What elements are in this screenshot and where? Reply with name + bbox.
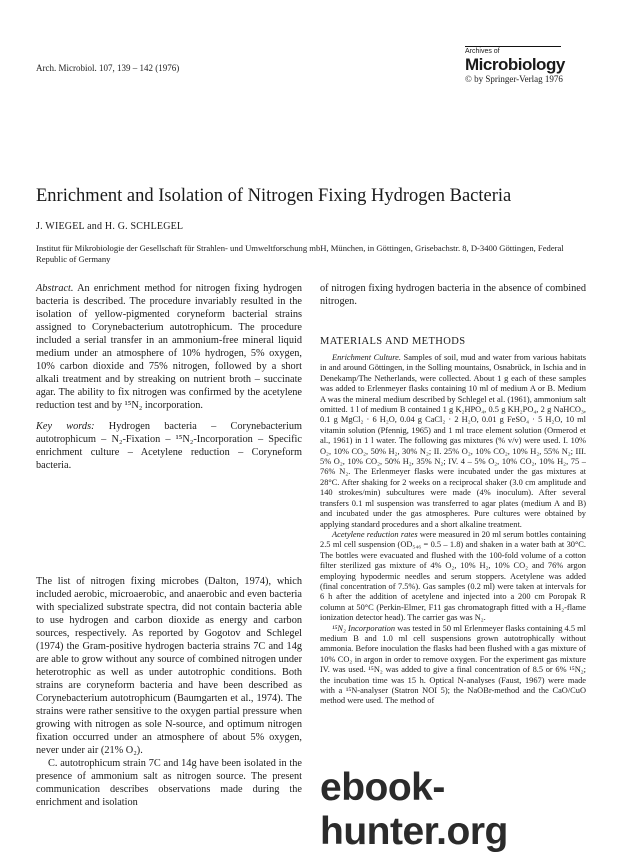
acetylene-text: were measured in 20 ml serum bottles containing 2.5 ml cell suspension (OD₅₄₆ = 0.5 – 1.8) and shaken in a water bath at 30°C. The bottles were evacuated and flushed with the 100-fold volume of a cotton filter sterilized gas mixture of 4% O₂, 10% H₂, 10% CO₂ and 76% argon employing hypodermic needles and serum stoppers. Acetylene was added (final concentration of 7.5%). Gas samples (0.2 ml) were taken at intervals for 6 h after the addition of acetylene and injected into a 200 cm Poropak R column at 50°C (Perkin-Elmer, F11 gas chromatograph fitted with a H₂-flame ionization detector head). The carrier gas was N₂.: [320, 529, 586, 623]
intro-paragraph-1: The list of nitrogen fixing microbes (Dalton, 1974), which included aerobic, microaerobic, and anaerobic and even bacteria with specialized substrate spectra, did not contain bacteria able to use hydrogen and carbon dioxide as energy and carbon sources, respectively. As reported by Gogotov and Schlegel (1974) the Gram-positive hydrogen bacteria strains 7C and 14g are able to grow without any source of combined nitrogen under heterotrophic as well as under autotrophic conditions. Both strains are coryneform bacteria and have been described as Corynebacterium autotrophicum (Baumgarten et al., 1974). The strains were rather sensitive to the oxygen partial pressure when growing with nitrogen as sole N-source, and optimum nitrogen fixation occurred under an atmosphere of about 5% oxygen, never under air (21% O₂).: [36, 576, 302, 756]
journal-name: Microbiology: [465, 55, 565, 74]
journal-citation: Arch. Microbiol. 107, 139 – 142 (1976): [36, 63, 180, 73]
journal-archives-label: Archives of: [465, 46, 561, 56]
introduction: [36, 575, 302, 809]
abstract-text: An enrichment method for nitrogen fixing hydrogen bacteria is described. The procedure invariably resulted in the isolation of yellow-pigmented coryneform bacterial strains assigned to Corynebacterium autotrophicum. The procedure included a serial transfer in an ammonium-free mineral liquid medium under an atmosphere of 10% hydrogen, 5% oxygen, 10% carbon dioxide and 75% nitrogen, followed by a short alkali treatment and by streaking on nutrient broth – succinate agar. The ability to fix nitrogen was confirmed by the acetylene reduction test and by ¹⁵N₂ incorporation.: [36, 283, 302, 411]
keywords: [36, 420, 302, 472]
intro-paragraph-2: C. autotrophicum strain 7C and 14g have been isolated in the presence of ammonium salt as nitrogen source. The present communication describes observations made during the enrichment and isolation: [36, 758, 302, 808]
intro-continuation: [320, 282, 586, 308]
watermark: ebook-hunter.org: [320, 766, 508, 853]
intro-continuation-text: of nitrogen fixing hydrogen bacteria in the absence of combined nitrogen.: [320, 283, 586, 307]
journal-logo: [465, 46, 575, 85]
n15-label: ¹⁵N₂ Incorporation: [332, 623, 396, 633]
abstract: [36, 282, 302, 412]
methods-body: [320, 353, 586, 707]
article-authors: J. WIEGEL and H. G. SCHLEGEL: [36, 221, 184, 232]
enrichment-label: Enrichment Culture.: [332, 353, 401, 362]
n15-text: was tested in 50 ml Erlenmeyer flasks containing 4.5 ml medium B and 1.0 ml cell suspensions grown autotrophically without ammonia. Before inoculation the flasks had been flushed with a gas mixture of 10% CO₂ in argon in order to remove oxygen. For the experiment gas mixture IV. was used. ¹⁵N₂ was added to give a final concentration of 8.5 or 6% ¹⁵N₂; the incubation time was 15 h. Optical N-analyses (Faust, 1967) were made with a ¹⁵N-analyser (Statron NOI 5); the NaOBr-method and the CaO/CuO method were used. The method of: [320, 623, 586, 706]
enrichment-text: Samples of soil, mud and water from various habitats in and around Göttingen, in the Solling mountains, Osnabrück, in Ischia and in Denekamp/The Netherlands, were collected. About 1 g each of these samples was added to Erlenmeyer flasks containing 10 ml of medium A or B. Medium A was the mineral medium described by Schlegel et al. (1961), ammonium salt omitted. 1 l of medium B contained 1 g K₂HPO₄, 0.5 g KH₂PO₄, 2 g NaHCO₃, 0.1 g MgCl₂ · 6 H₂O, 0.04 g CaCl₂ · 2 H₂O, 0.01 g FeSO₄ · 5 H₂O, 10 ml vitamin solution (Pfennig, 1965) and 1 ml trace element solution (Ormerod et al., 1961) in 1 l water. The following gas mixtures (% v/v) were used. I. 10% O₂, 10% CO₂, 50% H₂, 30% N₂; II. 25% O₂, 10% CO₂, 10% H₂, 55% N₂; III. 5% O₂, 10% CO₂, 50% H₂, 35% N₂; IV. 4 – 5% O₂, 10% CO₂, 10% H₂, 75 – 76% N₂. The Erlenmeyer flasks were incubated under the gas mixtures at 28°C. After shaking for 2 weeks on a reciprocal shaker (3.0 cm amplitude and 140 strokes/min) subcultures were made (4% inoculum). After several transfers 0.1 ml suspension was transferred to agar plates (medium A and B) and incubated under the gas atmospheres. Pure cultures were obtained by applying standard procedures and a short alkaline treatment.: [320, 353, 586, 529]
n15-paragraph: [320, 624, 586, 707]
methods-heading: MATERIALS AND METHODS: [320, 336, 466, 347]
abstract-column: [36, 282, 302, 472]
keywords-label: Key words:: [36, 421, 95, 432]
enrichment-paragraph: [320, 353, 586, 530]
keywords-text: Hydrogen bacteria – Corynebacterium autotrophicum – N₂-Fixation – ¹⁵N₂-Incorporation – Specific enrichment culture – Acetylene reduction – Coryneform bacteria.: [36, 421, 302, 471]
article-title: Enrichment and Isolation of Nitrogen Fixing Hydrogen Bacteria: [36, 186, 512, 206]
acetylene-paragraph: [320, 530, 586, 624]
copyright-notice: © by Springer-Verlag 1976: [465, 74, 563, 84]
acetylene-label: Acetylene reduction rates: [332, 529, 418, 539]
abstract-label: Abstract.: [36, 283, 74, 294]
author-affiliation: Institut für Mikrobiologie der Gesellschaft für Strahlen- und Umweltforschung mbH, München, in Göttingen, Grisebachstr. 8, D-3400 Göttingen, Federal Republic of Germany: [36, 243, 564, 264]
